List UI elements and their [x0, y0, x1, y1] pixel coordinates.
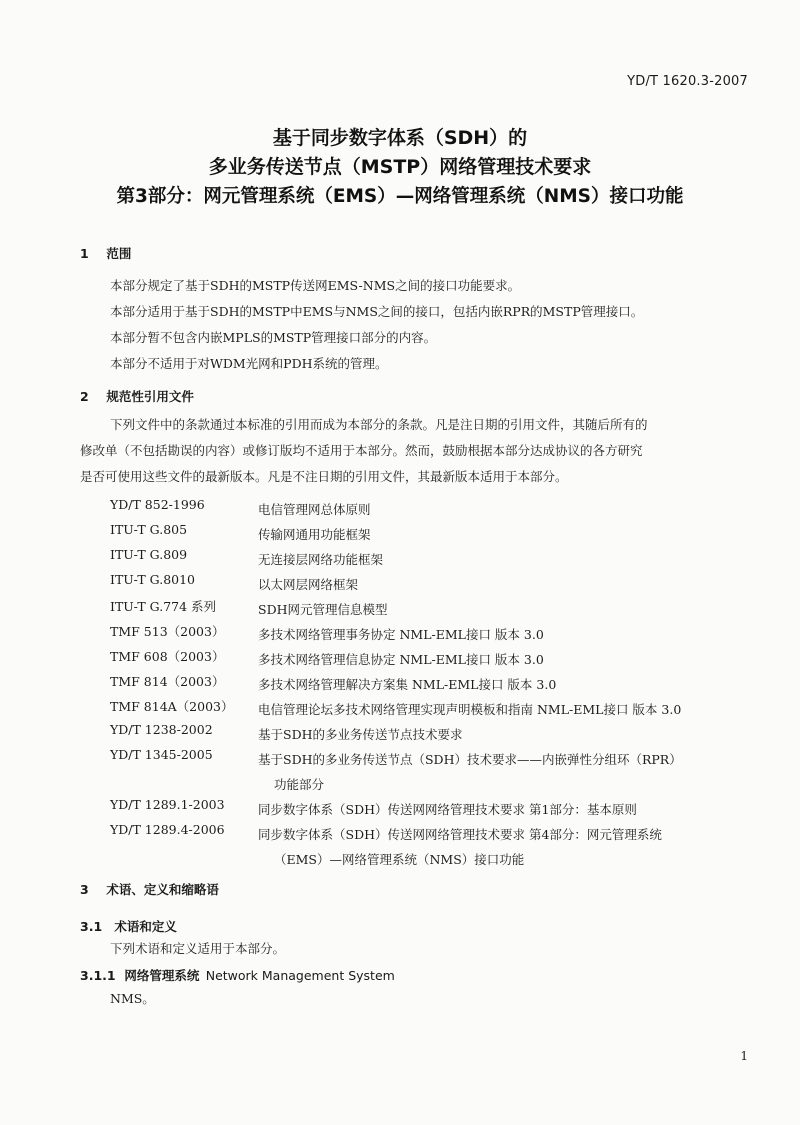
reference-code: TMF 814A（2003） — [110, 699, 234, 714]
reference-code: YD/T 852-1996 — [110, 497, 205, 512]
reference-item — [110, 497, 760, 522]
reference-title-line: 基于SDH的多业务传送节点（SDH）技术要求——内嵌弹性分组环（RPR） — [258, 752, 682, 767]
section-number: 1 — [80, 246, 89, 261]
reference-title: 基于SDH的多业务传送节点技术要求 — [258, 727, 463, 742]
reference-code: YD/T 1345-2005 — [110, 747, 213, 762]
section-number: 3.1.1 — [80, 968, 116, 983]
section-number: 2 — [80, 389, 89, 404]
document-title — [0, 124, 800, 211]
scope-para-3: 本部分暂不包含内嵌MPLS的MSTP管理接口部分的内容。 — [110, 330, 437, 345]
reference-item — [110, 522, 760, 547]
reference-item — [110, 672, 760, 697]
reference-title: 多技术网络管理信息协定 NML-EML接口 版本 3.0 — [258, 652, 544, 667]
reference-code: ITU-T G.805 — [110, 522, 188, 537]
term-definition: NMS。 — [110, 991, 155, 1006]
reference-title: SDH网元管理信息模型 — [258, 602, 388, 617]
reference-item — [110, 547, 760, 572]
section-2-heading — [80, 387, 194, 405]
title-line-2: 多业务传送节点（MSTP）网络管理技术要求 — [208, 156, 592, 178]
reference-title: 电信管理网总体原则 — [258, 502, 371, 517]
reference-item — [110, 572, 760, 597]
reference-title: 无连接层网络功能框架 — [258, 552, 384, 567]
reference-title — [258, 747, 760, 797]
reference-code: YD/T 1238-2002 — [110, 722, 213, 737]
section-1-heading — [80, 244, 131, 262]
reference-code: TMF 513（2003） — [110, 624, 225, 639]
section-title: 范围 — [106, 246, 132, 261]
reference-item — [110, 797, 760, 822]
terms-intro: 下列术语和定义适用于本部分。 — [110, 941, 286, 956]
term-name-english: Network Management System — [205, 968, 395, 983]
reference-title: 同步数字体系（SDH）传送网网络管理技术要求 第1部分：基本原则 — [258, 802, 637, 817]
reference-title-continuation: 功能部分 — [274, 777, 325, 792]
section-3-1-1-heading — [80, 966, 395, 984]
reference-code: ITU-T G.774 系列 — [110, 599, 217, 614]
reference-code: ITU-T G.809 — [110, 547, 188, 562]
scope-para-2: 本部分适用于基于SDH的MSTP中EMS与NMS之间的接口，包括内嵌RPR的MSTP管理接口。 — [110, 304, 644, 319]
section-title: 术语和定义 — [114, 919, 177, 934]
standard-code: YD/T 1620.3-2007 — [627, 74, 748, 89]
scope-para-4: 本部分不适用于对WDM光网和PDH系统的管理。 — [110, 356, 388, 371]
reference-title: 电信管理论坛多技术网络管理实现声明模板和指南 NML-EML接口 版本 3.0 — [258, 702, 682, 717]
reference-code: YD/T 1289.4-2006 — [110, 822, 225, 837]
reference-item — [110, 822, 760, 872]
scope-para-1: 本部分规定了基于SDH的MSTP传送网EMS-NMS之间的接口功能要求。 — [110, 278, 521, 293]
reference-code: ITU-T G.8010 — [110, 572, 196, 587]
intro-line-1: 下列文件中的条款通过本标准的引用而成为本部分的条款。凡是注日期的引用文件，其随后所有的 — [110, 417, 648, 432]
reference-item — [110, 647, 760, 672]
reference-title-line: 同步数字体系（SDH）传送网网络管理技术要求 第4部分：网元管理系统 — [258, 827, 662, 842]
reference-title: 多技术网络管理事务协定 NML-EML接口 版本 3.0 — [258, 627, 544, 642]
section-3-heading — [80, 880, 219, 898]
reference-title-continuation: （EMS）—网络管理系统（NMS）接口功能 — [274, 852, 525, 867]
reference-item — [110, 697, 760, 722]
intro-line-3: 是否可使用这些文件的最新版本。凡是不注日期的引用文件，其最新版本适用于本部分。 — [80, 469, 568, 484]
page-number: 1 — [740, 1049, 748, 1063]
title-line-3: 第3部分：网元管理系统（EMS）—网络管理系统（NMS）接口功能 — [116, 186, 684, 207]
reference-title: 以太网层网络框架 — [258, 577, 359, 592]
intro-line-2: 修改单（不包括勘误的内容）或修订版均不适用于本部分。然而，鼓励根据本部分达成协议的各方研究 — [80, 443, 643, 458]
term-name: 网络管理系统 — [124, 968, 200, 983]
section-title: 术语、定义和缩略语 — [106, 882, 219, 897]
title-line-1: 基于同步数字体系（SDH）的 — [272, 127, 528, 149]
section-3-1-heading — [80, 917, 177, 935]
reference-item — [110, 722, 760, 747]
reference-item — [110, 597, 760, 622]
reference-title — [258, 822, 760, 872]
normative-intro — [80, 412, 750, 490]
reference-code: TMF 608（2003） — [110, 649, 225, 664]
reference-item — [110, 747, 760, 797]
section-title: 规范性引用文件 — [106, 389, 194, 404]
section-number: 3.1 — [80, 919, 103, 934]
reference-item — [110, 622, 760, 647]
reference-list — [110, 497, 760, 872]
reference-code: YD/T 1289.1-2003 — [110, 797, 225, 812]
reference-title: 多技术网络管理解决方案集 NML-EML接口 版本 3.0 — [258, 677, 557, 692]
section-number: 3 — [80, 882, 89, 897]
reference-code: TMF 814（2003） — [110, 674, 225, 689]
reference-title: 传输网通用功能框架 — [258, 527, 371, 542]
